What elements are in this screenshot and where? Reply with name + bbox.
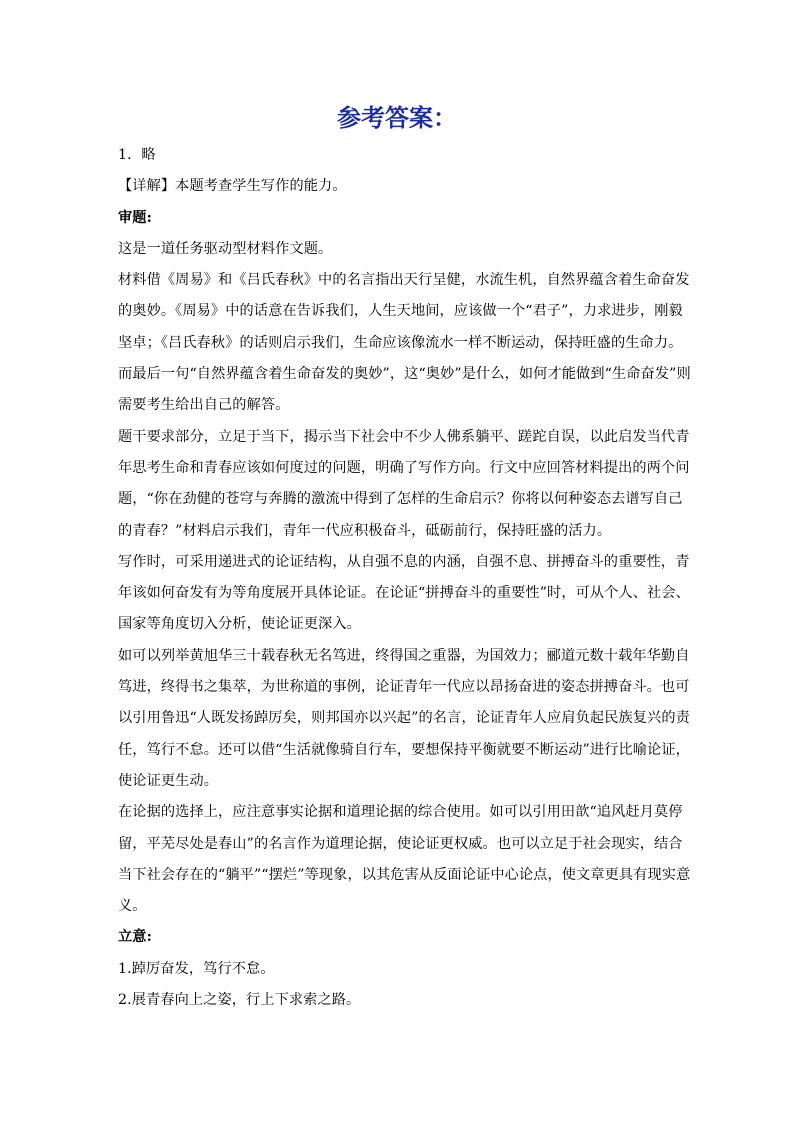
paragraph-line: 年思考生命和青春应该如何度过的问题，明确了写作方向。行文中应回答材料提出的两个问 — [118, 459, 690, 476]
paragraph-line: 在论据的选择上，应注意事实论据和道理论据的综合使用。如可以引用田歆“追风赶月莫停 — [118, 804, 683, 821]
detail-line — [118, 171, 680, 202]
paragraph-line: 义。 — [118, 898, 147, 915]
liyi-heading: 立意: — [118, 929, 152, 946]
paragraph-line: 留，平芜尽处是春山”的名言作为道理论据，使论证更权威。也可以立足于社会现实，结合 — [118, 835, 683, 852]
paragraph-line: 而最后一句“自然界蕴含着生命奋发的奥妙”，这“奥妙”是什么，如何才能做到“生命奋发”则 — [118, 366, 691, 383]
answer-content — [118, 140, 691, 1016]
paragraph-line: 坚卓；《吕氏春秋》的话则启示我们，生命应该像流水一样不断运动，保持旺盛的生命力。 — [118, 334, 683, 351]
paragraph-line: 使论证更生动。 — [118, 772, 219, 789]
paragraph-line: 年该如何奋发有为等角度展开具体论证。在论证“拼搏奋斗的重要性”时，可从个人、社会、 — [118, 585, 690, 602]
paragraph-line: 国家等角度切入分析，使论证更深入。 — [118, 616, 361, 633]
page-title: 参考答案： — [337, 104, 457, 132]
paragraph-line: 题干要求部分，立足于当下，揭示当下社会中不少人佛系躺平、蹉跎自误，以此启发当代青 — [118, 428, 690, 445]
detail-tag: 【详解】 — [118, 178, 176, 195]
paragraph-line: 的奥妙。《周易》中的话意在告诉我们，人生天地间，应该做一个“君子”，力求进步，刚毅 — [118, 303, 683, 320]
paragraph-line: 需要考生给出自己的解答。 — [118, 397, 290, 414]
liyi-item: 2.展青春向上之姿，行上下求索之路。 — [118, 992, 361, 1009]
paragraph-line: 笃进，终得书之集萃，为世称道的事例，论证青年一代应以昂扬奋进的姿态拼搏奋斗。也可 — [118, 679, 690, 696]
paragraph-line: 任，笃行不怠。还可以借“生活就像骑自行车，要想保持平衡就要不断运动”进行比喻论证， — [118, 741, 690, 758]
paragraph-line: 当下社会存在的“躺平”“摆烂”等现象，以其危害从反面论证中心论点，使文章更具有现实意 — [118, 866, 691, 883]
detail-text: 本题考查学生写作的能力。 — [175, 178, 347, 195]
paragraph-line: 以引用鲁迅“人既发扬踔厉矣，则邦国亦以兴起”的名言，论证青年人应肩负起民族复兴的责 — [118, 710, 690, 727]
shenti-heading: 审题: — [118, 209, 152, 226]
paragraph-line: 如可以列举黄旭华三十载春秋无名笃进，终得国之重器，为国效力；郦道元数十载年华勤自 — [118, 647, 690, 664]
paragraph-line: 写作时，可采用递进式的论证结构，从自强不息的内涵，自强不息、拼搏奋斗的重要性，青 — [118, 553, 690, 570]
paragraph-line: 这是一道任务驱动型材料作文题。 — [118, 240, 333, 257]
paragraph-line: 的青春？”材料启示我们，青年一代应积极奋斗，砥砺前行，保持旺盛的活力。 — [118, 522, 612, 539]
paragraph-line: 题，“你在劲健的苍穹与奔腾的激流中得到了怎样的生命启示？你将以何种姿态去谱写自己 — [118, 491, 683, 508]
liyi-item: 1.踔厉奋发，笃行不怠。 — [118, 960, 275, 977]
paragraph-line: 材料借《周易》和《吕氏春秋》中的名言指出天行呈健，水流生机，自然界蕴含着生命奋发 — [118, 272, 690, 289]
item-number: 1．略 — [118, 147, 156, 163]
